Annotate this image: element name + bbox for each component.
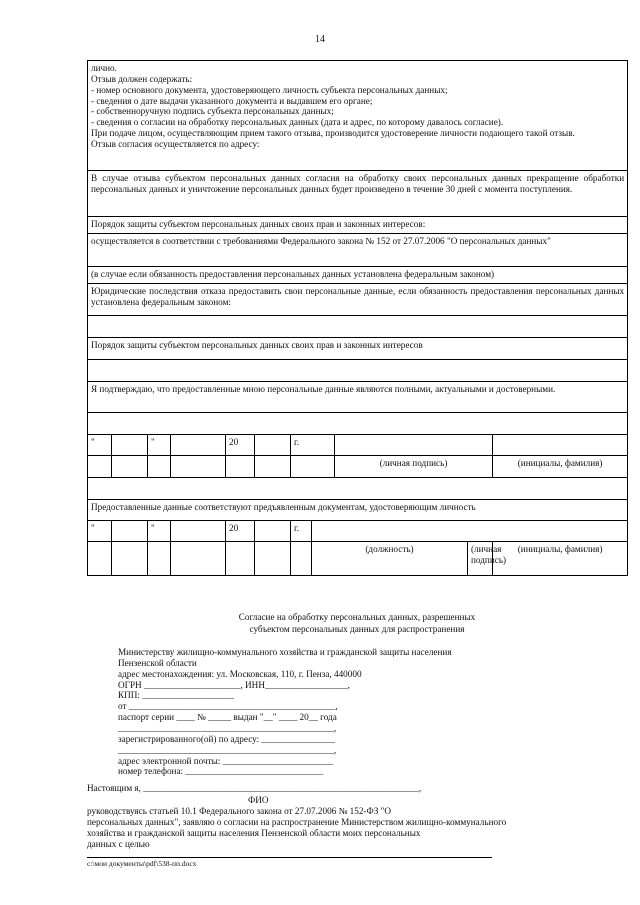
footer-path: c:\мои документы\pdf\538-пп.docx — [87, 859, 197, 868]
signature-field[interactable] — [335, 435, 493, 456]
official-fields[interactable] — [312, 521, 628, 542]
initials-label-2: (инициалы, фамилия) — [493, 542, 628, 576]
fio-label: ФИО — [248, 795, 269, 805]
initials-field[interactable] — [493, 435, 628, 456]
initials-label: (инициалы, фамилия) — [493, 456, 628, 478]
documents-match-cell: Предоставленные данные соответствуют предъявленным документам, удостоверяющим личность — [88, 500, 628, 521]
position-label: (должность) — [312, 542, 468, 576]
consent-title: Согласие на обработку персональных данных, разрешенных субъектом персональных данных для распространения — [238, 612, 476, 634]
revocation-info-cell: лично. Отзыв должен содержать: - номер основного документа, удостоверяющего личность субъекта персональных данных; - сведения о дате выдачи указанного документа и выдавшем его органе; - собственноручную подпись субъекта персональных данных; - сведения о согласии на обработку персональных данных (дата и адрес, по которому давалось согласие). При подаче лицом, осуществляющим прием такого отзыва, производится удостоверение личности подающего такой отзыв. Отзыв согласия осуществляется по адресу: — [88, 61, 628, 171]
page-number: 14 — [315, 34, 325, 45]
protection-order-cell-2: Порядок защиты субъектом персональных данных своих прав и законных интересов — [88, 338, 628, 360]
empty-cell[interactable] — [88, 316, 628, 338]
day-field-2[interactable] — [112, 521, 148, 542]
signature-label: (личная подпись) — [335, 456, 493, 478]
revocation-terms-cell: В случае отзыва субъектом персональных данных согласия на обработку своих персональных данных прекращение обработки персональных данных и уничтожение персональных данных будет произведено в течение 30 дней с момента поступления. — [88, 171, 628, 217]
quote-close: " — [148, 435, 171, 456]
year-field-2[interactable] — [255, 521, 291, 542]
obligation-note-cell: (в случае если обязанность предоставления персональных данных установлена федеральным законом) — [88, 267, 628, 284]
quote-open: " — [88, 435, 112, 456]
empty-cell[interactable] — [88, 413, 628, 435]
month-field[interactable] — [171, 435, 226, 456]
footer-rule — [87, 857, 492, 858]
federal-law-cell: осуществляется в соответствии с требованиями Федерального закона № 152 от 27.07.2006 "О персональных данных" — [88, 234, 628, 267]
confirmation-cell: Я подтверждаю, что предоставленные мною персональные данные являются полными, актуальными и достоверными. — [88, 382, 628, 413]
empty-cell[interactable] — [88, 360, 628, 382]
empty-cell[interactable] — [88, 478, 628, 500]
refusal-consequences-cell: Юридические последствия отказа предоставить свои персональные данные, если обязанность предоставления персональных данных установлена федеральным законом: — [88, 284, 628, 316]
month-field-2[interactable] — [171, 521, 226, 542]
year-prefix: 20 — [226, 435, 255, 456]
form-table: лично. Отзыв должен содержать: - номер основного документа, удостоверяющего личность субъекта персональных данных; - сведения о дате выдачи указанного документа и выдавшем его органе; - собственноручную подпись субъекта персональных данных; - сведения о согласии на обработку персональных данных (дата и адрес, по которому давалось согласие). При подаче лицом, осуществляющим прием такого отзыва, производится удостоверение личности подающего такой отзыв. Отзыв согласия осуществляется по адресу: В случае отзыва субъектом персональных данных согласия на обработку своих персональных данных прекращение обработки персональных данных и уничтожение персональных данных будет произведено в течение 30 дней с момента поступления. Порядок защиты субъектом персональных данных своих прав и законных интересов: осуществляется в соответствии с требованиями Федерального закона № 152 от 27.07.2006 "О персональных данных" (в случае если обязанность предоставления персональных данных установлена федеральным законом) Юридические последствия отказа предоставить свои персональные данные, если обязанность предоставления персональных данных установлена федеральным законом: Порядок защиты субъектом персональных данных своих прав и законных интересов Я подтверждаю, что предоставленные мною персональные данные являются полными, актуальными и достоверными. " " 20 г. (личная подпись) (инициалы, фамилия) Предоставленные данные соответствуют предъявленным документам, удостоверяющим личность " " 20 г. (должность) (личная подпись) (инициалы, фамилия) — [87, 60, 628, 576]
consent-address-block: Министерству жилищно-коммунального хозяйства и гражданской защиты населения Пензенской области адрес местонахождения: ул. Московская, 110, г. Пенза, 440000 ОГРН _____________________, ИНН__________________, КПП: ____________________ от _____________________________________________, паспорт серии ____ № _____ выдан "__" ____ 20__ года _______________________________________________, зарегистрированного(ой) по адресу: ________________ _______________________________________________, адрес электронной почты: ________________________ номер телефона: ______________________________ — [118, 647, 452, 777]
signature-label-2: (личная подпись) — [468, 542, 493, 576]
consent-body: руководствуясь статьей 10.1 Федерального закона от 27.07.2006 № 152-ФЗ "О персональных данных", заявляю о согласии на распространение Министерством жилищно-коммунального хозяйства и гражданской защиты населения Пензенской области моих персональных данных с целью — [87, 806, 507, 849]
protection-order-cell: Порядок защиты субъектом персональных данных своих прав и законных интересов: — [88, 217, 628, 234]
year-field[interactable] — [255, 435, 291, 456]
year-suffix: г. — [291, 435, 335, 456]
consent-name-line: Настоящим я, ____________________________________________________________, — [87, 783, 422, 793]
day-field[interactable] — [112, 435, 148, 456]
